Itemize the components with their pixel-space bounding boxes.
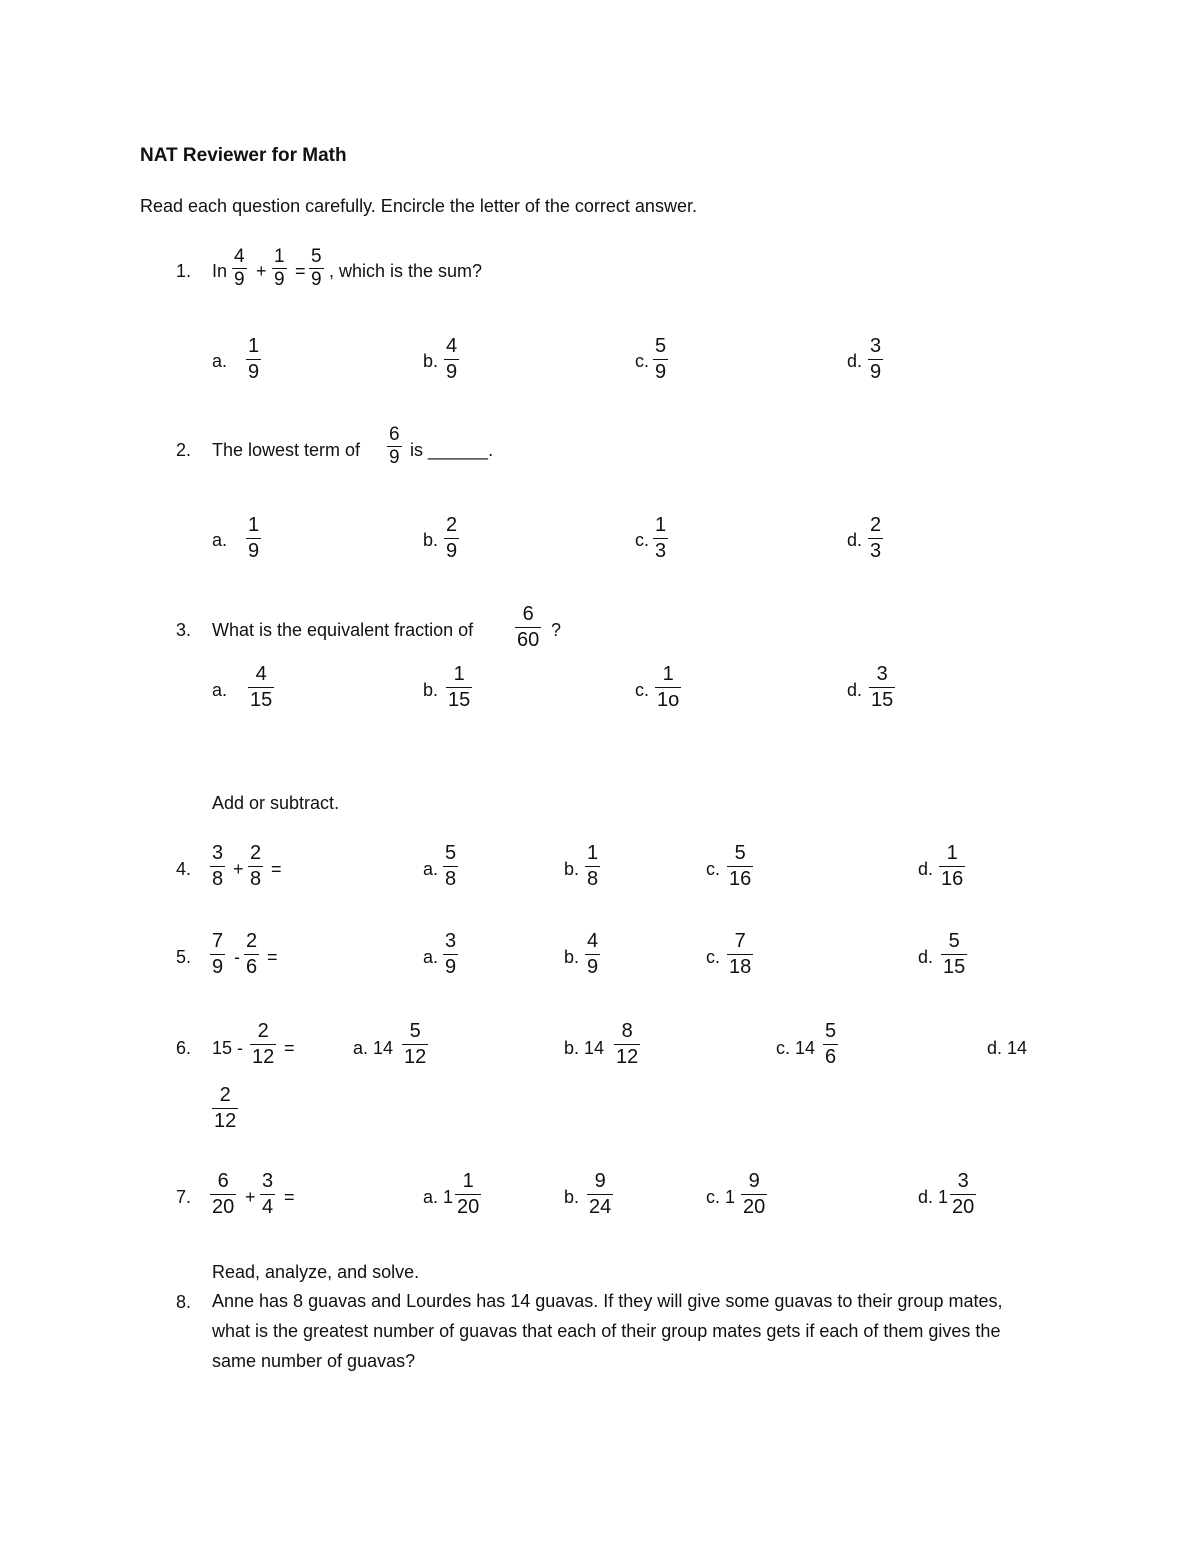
question-text: In <box>212 261 228 281</box>
denominator: 9 <box>248 540 260 562</box>
option-b-fraction <box>444 515 459 561</box>
option-c-fraction <box>655 664 681 710</box>
numerator: 9 <box>748 1170 760 1192</box>
option-label-b[interactable]: b. <box>564 1187 580 1207</box>
numerator: 3 <box>262 1170 274 1192</box>
equals-sign: = <box>284 1038 295 1058</box>
denominator: 9 <box>389 447 400 468</box>
section-heading-add-subtract: Add or subtract. <box>212 793 340 813</box>
option-b-fraction <box>585 843 600 889</box>
question-text: is ______. <box>410 440 494 460</box>
option-label-a[interactable]: a. <box>212 530 228 550</box>
denominator: 9 <box>446 540 458 562</box>
numerator: 2 <box>219 1084 231 1106</box>
option-a-fraction <box>443 931 458 977</box>
fraction <box>232 247 247 289</box>
denominator: 8 <box>212 868 224 890</box>
numerator: 3 <box>870 335 882 357</box>
denominator: 16 <box>941 868 964 890</box>
option-c-fraction <box>727 843 753 889</box>
option-b-fraction <box>614 1021 640 1067</box>
option-label-a[interactable]: a. 1 <box>423 1187 454 1207</box>
equals-sign: = <box>271 859 282 879</box>
equals-sign: = <box>295 261 306 281</box>
denominator: 9 <box>274 269 285 290</box>
numerator: 2 <box>257 1020 269 1042</box>
page-title: NAT Reviewer for Math <box>140 145 347 166</box>
option-label-d[interactable]: d. <box>847 530 863 550</box>
numerator: 5 <box>445 842 457 864</box>
denominator: 6 <box>246 956 258 978</box>
denominator: 20 <box>457 1196 480 1218</box>
question-text: Anne has 8 guavas and Lourdes has 14 guavas. If they will give some guavas to their group mates, what is the greatest number of guavas that each of their group mates gets if each of them gives the same number of guavas? <box>212 1291 1003 1371</box>
option-label-c[interactable]: c. <box>635 530 650 550</box>
option-b-fraction <box>444 336 459 382</box>
option-b-fraction <box>446 664 472 710</box>
numerator: 6 <box>389 424 400 445</box>
option-label-b[interactable]: b. <box>423 680 439 700</box>
option-d-fraction <box>868 336 883 382</box>
option-label-b[interactable]: b. <box>423 351 439 371</box>
denominator: 9 <box>446 361 458 383</box>
option-a-fraction <box>402 1021 428 1067</box>
denominator: 15 <box>250 689 273 711</box>
option-a-fraction <box>248 664 274 710</box>
option-label-d[interactable]: d. 1 <box>918 1187 949 1207</box>
question-text: The lowest term of <box>212 440 361 460</box>
numerator: 2 <box>246 930 258 952</box>
option-label-c[interactable]: c. 14 <box>776 1038 816 1058</box>
numerator: 4 <box>255 663 267 685</box>
option-c-fraction <box>741 1171 767 1217</box>
option-label-c[interactable]: c. <box>706 859 721 879</box>
denominator: 9 <box>311 269 322 290</box>
numerator: 1 <box>248 335 260 357</box>
question-number: 8. <box>176 1292 192 1312</box>
numerator: 1 <box>248 514 260 536</box>
question-number: 7. <box>176 1187 192 1207</box>
question-number: 5. <box>176 947 192 967</box>
option-c-fraction <box>823 1021 838 1067</box>
option-a-fraction <box>455 1171 481 1217</box>
denominator: 6 <box>825 1046 837 1068</box>
option-b-fraction <box>585 931 600 977</box>
numerator: 4 <box>446 335 458 357</box>
option-label-c[interactable]: c. 1 <box>706 1187 736 1207</box>
option-a-fraction <box>246 515 261 561</box>
denominator: 8 <box>250 868 262 890</box>
option-label-a[interactable]: a. 14 <box>353 1038 394 1058</box>
option-b-fraction <box>587 1171 613 1217</box>
plus-sign: + <box>256 261 267 281</box>
fraction <box>244 931 259 977</box>
denominator: 9 <box>445 956 457 978</box>
option-d-fraction <box>939 843 965 889</box>
numerator: 4 <box>234 246 245 267</box>
numerator: 1 <box>453 663 465 685</box>
numerator: 5 <box>734 842 746 864</box>
question-number: 6. <box>176 1038 192 1058</box>
denominator: 15 <box>871 689 894 711</box>
numerator: 6 <box>217 1170 229 1192</box>
fraction <box>210 931 225 977</box>
denominator: 9 <box>587 956 599 978</box>
option-label-b[interactable]: b. <box>564 859 580 879</box>
option-label-b[interactable]: b. <box>423 530 439 550</box>
section-heading-read-solve: Read, analyze, and solve. <box>212 1262 420 1282</box>
numerator: 4 <box>587 930 599 952</box>
fraction <box>260 1171 275 1217</box>
fraction <box>210 1171 236 1217</box>
numerator: 5 <box>825 1020 837 1042</box>
denominator: 9 <box>870 361 882 383</box>
option-label-c[interactable]: c. <box>706 947 721 967</box>
denominator: 8 <box>445 868 457 890</box>
option-label-d[interactable]: d. <box>918 859 934 879</box>
denominator: 12 <box>616 1046 639 1068</box>
fraction <box>515 604 541 650</box>
denominator: 3 <box>655 540 667 562</box>
numerator: 3 <box>957 1170 969 1192</box>
numerator: 5 <box>409 1020 421 1042</box>
numerator: 3 <box>445 930 457 952</box>
option-d-fraction <box>941 931 967 977</box>
numerator: 9 <box>594 1170 606 1192</box>
option-label-c[interactable]: c. <box>635 680 650 700</box>
denominator: 20 <box>212 1196 235 1218</box>
denominator: 4 <box>262 1196 274 1218</box>
numerator: 2 <box>446 514 458 536</box>
denominator: 12 <box>252 1046 275 1068</box>
option-d-fraction <box>950 1171 976 1217</box>
denominator: 8 <box>587 868 599 890</box>
option-c-fraction <box>653 336 668 382</box>
denominator: 9 <box>212 956 224 978</box>
numerator: 3 <box>212 842 224 864</box>
option-d-fraction <box>869 664 895 710</box>
option-label-b[interactable]: b. <box>564 947 580 967</box>
question-text: , which is the sum? <box>329 261 483 281</box>
numerator: 5 <box>655 335 667 357</box>
denominator: 12 <box>404 1046 427 1068</box>
numerator: 1 <box>655 514 667 536</box>
denominator: 1o <box>657 689 680 711</box>
question-text: What is the equivalent fraction of <box>212 620 474 640</box>
option-label-a[interactable]: a. <box>212 351 228 371</box>
numerator: 8 <box>621 1020 633 1042</box>
operator: + <box>233 859 244 879</box>
question-number: 4. <box>176 859 192 879</box>
denominator: 15 <box>943 956 966 978</box>
numerator: 1 <box>462 1170 474 1192</box>
numerator: 1 <box>662 663 674 685</box>
option-label-d[interactable]: d. <box>847 680 863 700</box>
denominator: 9 <box>655 361 667 383</box>
option-c-fraction <box>653 515 668 561</box>
fraction <box>387 425 402 467</box>
denominator: 9 <box>248 361 260 383</box>
numerator: 5 <box>311 246 322 267</box>
denominator: 12 <box>214 1110 237 1132</box>
question-number: 3. <box>176 620 192 640</box>
question-text: ? <box>551 620 562 640</box>
option-a-fraction <box>246 336 261 382</box>
numerator: 2 <box>870 514 882 536</box>
option-label-a[interactable]: a. <box>212 680 228 700</box>
fraction <box>272 247 287 289</box>
fraction <box>309 247 324 289</box>
numerator: 1 <box>274 246 285 267</box>
denominator: 60 <box>517 629 540 651</box>
denominator: 15 <box>448 689 471 711</box>
numerator: 2 <box>250 842 262 864</box>
question-number: 2. <box>176 440 192 460</box>
question-text: 15 - <box>212 1038 244 1058</box>
fraction <box>250 1021 276 1067</box>
numerator: 6 <box>522 603 534 625</box>
instructions: Read each question carefully. Encircle the letter of the correct answer. <box>140 196 697 216</box>
denominator: 24 <box>589 1196 612 1218</box>
numerator: 3 <box>876 663 888 685</box>
option-label-d[interactable]: d. 14 <box>987 1038 1028 1058</box>
numerator: 1 <box>946 842 958 864</box>
fraction <box>248 843 263 889</box>
denominator: 3 <box>870 540 882 562</box>
operator: - <box>234 947 240 967</box>
option-d-fraction <box>868 515 883 561</box>
denominator: 20 <box>743 1196 766 1218</box>
option-c-fraction <box>727 931 753 977</box>
question-number: 1. <box>176 261 192 281</box>
operator: + <box>245 1187 256 1207</box>
option-label-c[interactable]: c. <box>635 351 650 371</box>
fraction <box>210 843 225 889</box>
denominator: 16 <box>729 868 752 890</box>
denominator: 20 <box>952 1196 975 1218</box>
equals-sign: = <box>267 947 278 967</box>
denominator: 18 <box>729 956 752 978</box>
numerator: 7 <box>734 930 746 952</box>
numerator: 1 <box>587 842 599 864</box>
equals-sign: = <box>284 1187 295 1207</box>
option-label-d[interactable]: d. <box>918 947 934 967</box>
numerator: 5 <box>948 930 960 952</box>
option-a-fraction <box>443 843 458 889</box>
option-label-a[interactable]: a. <box>423 859 439 879</box>
option-label-b[interactable]: b. 14 <box>564 1038 605 1058</box>
denominator: 9 <box>234 269 245 290</box>
option-label-a[interactable]: a. <box>423 947 439 967</box>
option-d-fraction <box>212 1085 238 1131</box>
option-label-d[interactable]: d. <box>847 351 863 371</box>
numerator: 7 <box>212 930 224 952</box>
